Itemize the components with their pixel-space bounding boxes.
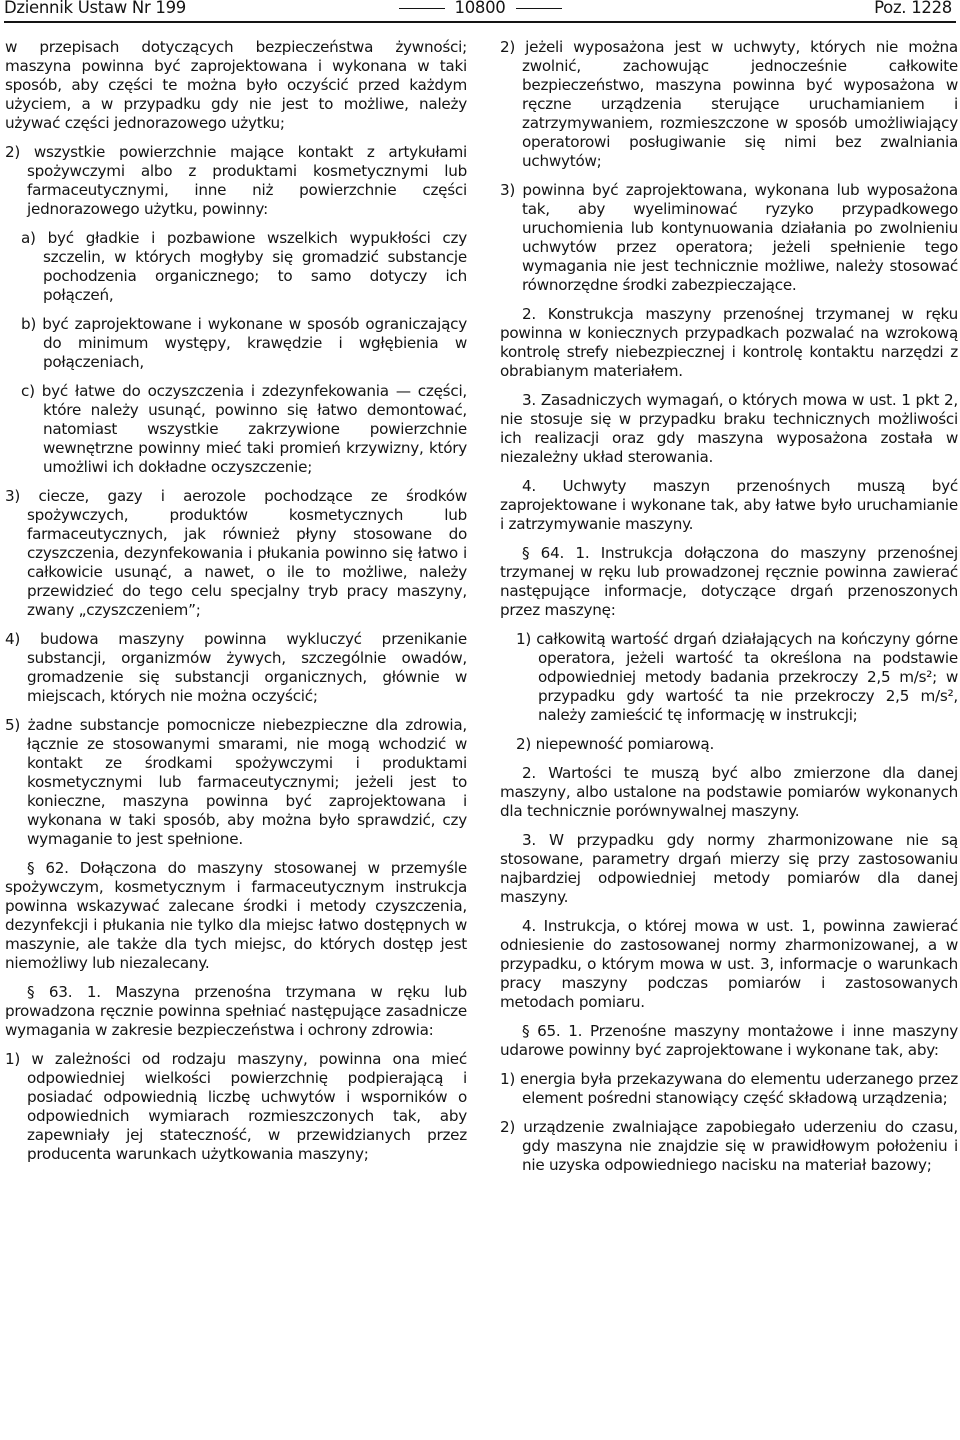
page-number-block (0, 0, 960, 18)
section-paragraph: § 62. Dołączona do maszyny stosowanej w przemyśle spożywczym, kosmetycznym i farmaceutycznym instrukcja powinna wskazywać zalecane środki i metody czyszczenia, dezynfekcji i płukania nie tylko dla miejsc łatwo dostępnych w maszynie, ale także dla tych miejsc, do których dostęp jest niemożliwy lub niezalecany. (5, 859, 467, 972)
section-paragraph: 2. Konstrukcja maszyny przenośnej trzymanej w ręku powinna w koniecznych przypadkach pozwalać na wzrokową kontrolę strefy niebezpiecznej i kontrolę kontaktu narzędzi z obrabianym materiałem. (500, 305, 958, 380)
page-header (0, 0, 960, 20)
section-paragraph: 4. Uchwyty maszyn przenośnych muszą być zaprojektowane i wykonane tak, aby łatwe było uruchamianie i zatrzymywanie maszyny. (500, 477, 958, 533)
list-item: 2) jeżeli wyposażona jest w uchwyty, których nie można zwolnić, zachowując jednocześnie całkowite bezpieczeństwo, maszyna powinna być wyposażona w ręczne urządzenia sterujące uruchamianiem i zatrzymywaniem, rozmieszczone w sposób umożliwiający operatorowi posługiwanie się nimi bez zwalniania uchwytów; (500, 38, 958, 170)
dash-right (516, 8, 562, 9)
section-paragraph: 3. W przypadku gdy normy zharmonizowane nie są stosowane, parametry drgań mierzy się przy zastosowaniu najbardziej odpowiedniej metody pomiarów dla danej maszyny. (500, 831, 958, 906)
section-paragraph: 4. Instrukcja, o której mowa w ust. 1, powinna zawierać odniesienie do zastosowanej normy zharmonizowanej, a w przypadku, o którym mowa w ust. 3, informacje o warunkach pracy maszyny podczas pomiarów i zastosowanych metodach pomiaru. (500, 917, 958, 1011)
sub-list-item: 1) całkowitą wartość drgań działających na kończyny górne operatora, jeżeli wartość ta określona na podstawie odpowiedniej metody badania przekroczy 2,5 m/s²; w przypadku gdy wartość ta nie przekroczy 2,5 m/s², należy zamieścić tę informację w instrukcji; (516, 630, 958, 724)
list-item: 3) ciecze, gazy i aerozole pochodzące ze środków spożywczych, produktów kosmetycznych lub farmaceutycznych, jak również płyny stosowane do czyszczenia, dezynfekowania i płukania powinno się łatwo i całkowicie usunąć, a nawet, o ile to możliwe, należy przewidzieć do tego celu specjalny tryb pracy maszyny, zwany „czyszczeniem”; (5, 487, 467, 619)
list-item: 2) wszystkie powierzchnie mające kontakt z artykułami spożywczymi albo z produktami kosmetycznymi lub farmaceutycznymi, inne niż powierzchnie części jednorazowego użytku, powinny: (5, 143, 467, 218)
section-paragraph: § 63. 1. Maszyna przenośna trzymana w ręku lub prowadzona ręcznie powinna spełniać następujące zasadnicze wymagania w zakresie bezpieczeństwa i ochrony zdrowia: (5, 983, 467, 1039)
list-item: 5) żadne substancje pomocnicze niebezpieczne dla zdrowia, łącznie ze stosowanymi smarami, nie mogą wchodzić w kontakt ze środkami spożywczymi i produktami kosmetycznymi lub farmaceutycznymi; jeżeli jest to konieczne, maszyna powinna być zaprojektowana i wykonana w taki sposób, aby można było sprawdzić, czy wymaganie to jest spełnione. (5, 716, 467, 848)
list-item: 2) urządzenie zwalniające zapobiegało uderzeniu do czasu, gdy maszyna nie znajdzie się w prawidłowym położeniu i nie uzyska odpowiedniego nacisku na materiał bazowy; (500, 1118, 958, 1174)
page-number: 10800 (454, 0, 506, 17)
list-item: 1) w zależności od rodzaju maszyny, powinna ona mieć odpowiedniej wielkości powierzchnię podpierającą i posiadać odpowiednią liczbę uchwytów i wsporników o odpowiednich wymiarach rozmieszczonych tak, aby zapewniały jej stateczność, w przewidzianych przez producenta warunkach użytkowania maszyny; (5, 1050, 467, 1163)
journal-title: Dziennik Ustaw Nr 199 (4, 0, 186, 17)
paragraph: w przepisach dotyczących bezpieczeństwa żywności; maszyna powinna być zaprojektowana i wykonana w taki sposób, aby części te można było oczyścić przed każdym użyciem, a w przypadku gdy nie jest to możliwe, należy używać części jednorazowego użytku; (5, 38, 467, 132)
section-paragraph: 2. Wartości te muszą być albo zmierzone dla danej maszyny, albo ustalone na podstawie pomiarów wykonanych dla technicznie porównywalnej maszyny. (500, 764, 958, 820)
list-item: 4) budowa maszyny powinna wykluczyć przenikanie substancji, organizmów żywych, szczególnie owadów, gromadzenie się substancji organicznych, głównie w miejscach, których nie można oczyścić; (5, 630, 467, 705)
section-paragraph: § 65. 1. Przenośne maszyny montażowe i inne maszyny udarowe powinny być zaprojektowane i wykonane tak, aby: (500, 1022, 958, 1059)
right-column (500, 38, 958, 1433)
dash-left (399, 8, 445, 9)
section-paragraph: 3. Zasadniczych wymagań, o których mowa w ust. 1 pkt 2, nie stosuje się w przypadku braku technicznych możliwości ich realizacji oraz gdy maszyna wyposażona została w niezależny układ sterowania. (500, 391, 958, 466)
sub-list-item: b) być zaprojektowane i wykonane w sposób ograniczający do minimum występy, krawędzie i wgłębienia w połączeniach, (21, 315, 467, 371)
section-paragraph: § 64. 1. Instrukcja dołączona do maszyny przenośnej trzymanej w ręku lub prowadzonej ręcznie powinna zawierać następujące informacje, dotyczące drgań przenoszonych przez maszynę: (500, 544, 958, 619)
list-item: 1) energia była przekazywana do elementu uderzanego przez element pośredni stanowiący część składową urządzenia; (500, 1070, 958, 1107)
list-item: 3) powinna być zaprojektowana, wykonana lub wyposażona tak, aby wyeliminować ryzyko przypadkowego uruchomienia lub kontynuowania działania po zwolnieniu uchwytów przez operatora; jeżeli spełnienie tego wymagania nie jest technicznie możliwe, należy stosować równorzędne środki zabezpieczające. (500, 181, 958, 294)
left-column (5, 38, 467, 1433)
sub-list-item: c) być łatwe do oczyszczenia i zdezynfekowania — części, które należy usunąć, powinno się łatwo demontować, natomiast wszystkie zakrzywione powierzchnie wewnętrzne powinny mieć taki promień krzywizny, który umożliwi ich dokładne oczyszczenie; (21, 382, 467, 476)
sub-list-item: 2) niepewność pomiarową. (516, 735, 715, 753)
header-rule (4, 21, 956, 23)
position-number: Poz. 1228 (874, 0, 952, 17)
sub-list-item: a) być gładkie i pozbawione wszelkich wypukłości czy szczelin, w których mogłyby się gromadzić substancje pochodzenia organicznego; to samo dotyczy ich połączeń, (21, 229, 467, 304)
